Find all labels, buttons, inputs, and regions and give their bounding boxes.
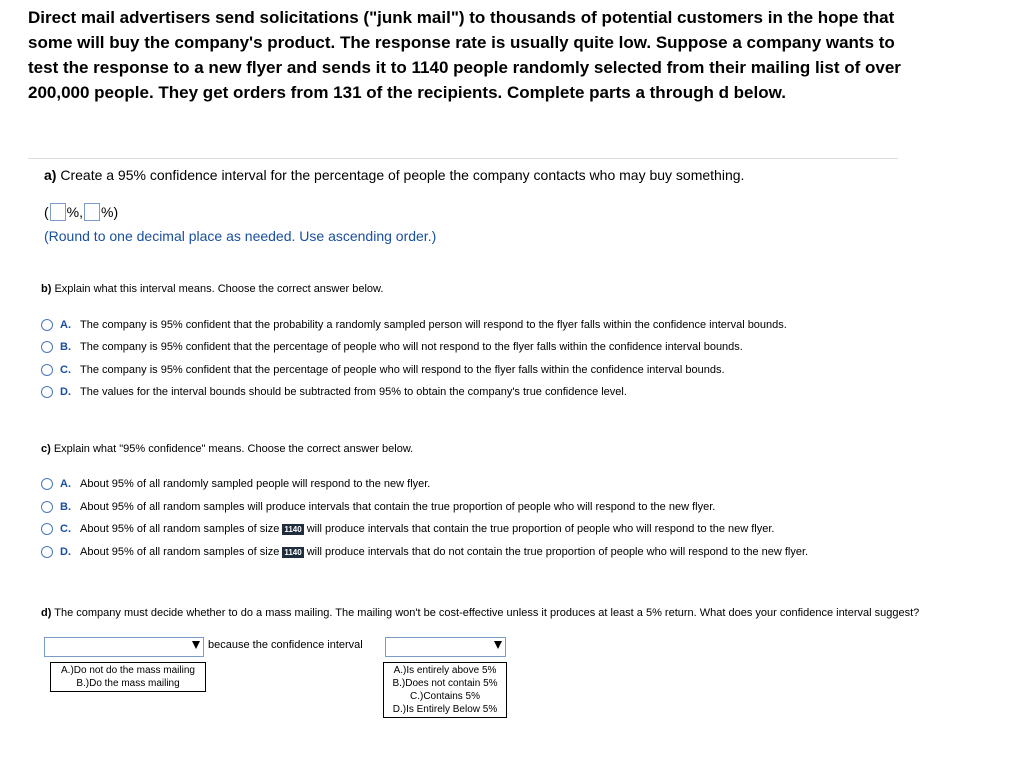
- option-text: About 95% of all random samples will produce intervals that contain the true proportion of people who will respond to the new flyer.: [80, 501, 716, 513]
- part-a-question: [44, 167, 744, 183]
- radio-button[interactable]: [41, 523, 53, 535]
- interval-answer-row: [44, 203, 118, 221]
- option-letter: D.: [60, 546, 71, 558]
- dropdown-arrow-icon[interactable]: [192, 641, 200, 649]
- part-b-question: [41, 283, 383, 295]
- option-letter: A.: [60, 319, 71, 331]
- sample-size-badge: 1140: [284, 547, 302, 557]
- option-text-pre: About 95% of all random samples of size: [80, 523, 280, 535]
- option-text-post: will produce intervals that contain the true proportion of people who will respond to the new flyer.: [306, 523, 775, 535]
- option-text: The company is 95% confident that the percentage of people who will respond to the flyer falls within the confidence interval bounds.: [80, 364, 725, 376]
- lower-bound-input[interactable]: [50, 203, 66, 221]
- option-letter: C.: [60, 364, 71, 376]
- part-a-text: Create a 95% confidence interval for the percentage of people the company contacts who may buy something.: [60, 167, 745, 183]
- part-d-question: [41, 607, 919, 619]
- radio-button[interactable]: [41, 364, 53, 376]
- part-b-option-a[interactable]: [41, 317, 787, 333]
- rounding-note: (Round to one decimal place as needed. Use ascending order.): [44, 228, 437, 244]
- radio-button[interactable]: [41, 386, 53, 398]
- sample-size-badge: 1140: [284, 524, 302, 534]
- part-c-option-a[interactable]: [41, 476, 430, 492]
- percent-separator: %,: [66, 204, 84, 220]
- interval-option[interactable]: B.)Does not contain 5%: [392, 678, 498, 689]
- part-c-option-d[interactable]: [41, 544, 808, 560]
- part-c-option-b[interactable]: [41, 499, 715, 515]
- radio-button[interactable]: [41, 478, 53, 490]
- problem-intro: Direct mail advertisers send solicitations ("junk mail") to thousands of potential customers in the hope that some will buy the company's product. The response rate is usually quite low. Suppose a company wants to test the response to a new flyer and sends it to 1140 people randomly selected from their mailing list of over 200,000 people. They get orders from 131 of the recipients. Complete parts a through d below.: [28, 8, 901, 102]
- divider: [28, 158, 898, 159]
- open-paren: (: [44, 204, 49, 220]
- option-text-pre: About 95% of all random samples of size: [80, 546, 280, 558]
- option-text: About 95% of all randomly sampled people will respond to the new flyer.: [80, 478, 431, 490]
- part-d-label: d): [41, 607, 52, 619]
- part-c-option-c[interactable]: [41, 521, 774, 537]
- option-text-post: will produce intervals that do not contain the true proportion of people who will respond to the new flyer.: [306, 546, 809, 558]
- part-c-label: c): [41, 443, 51, 455]
- decision-option[interactable]: A.)Do not do the mass mailing: [61, 665, 195, 676]
- upper-bound-input[interactable]: [84, 203, 100, 221]
- option-letter: B.: [60, 501, 71, 513]
- decision-options-list: [50, 662, 206, 692]
- option-text: The company is 95% confident that the percentage of people who will not respond to the flyer falls within the confidence interval bounds.: [80, 341, 743, 353]
- interval-dropdown[interactable]: [385, 637, 506, 657]
- decision-option[interactable]: B.)Do the mass mailing: [76, 678, 180, 689]
- radio-button[interactable]: [41, 319, 53, 331]
- part-c-question: [41, 443, 413, 455]
- percent-close: %): [101, 204, 119, 220]
- option-letter: D.: [60, 386, 71, 398]
- option-text: The company is 95% confident that the probability a randomly sampled person will respond to the flyer falls within the confidence interval bounds.: [80, 319, 787, 331]
- radio-button[interactable]: [41, 546, 53, 558]
- interval-option[interactable]: A.)Is entirely above 5%: [393, 665, 497, 676]
- part-b-option-b[interactable]: [41, 339, 743, 355]
- decision-dropdown[interactable]: [44, 637, 204, 657]
- interval-option[interactable]: D.)Is Entirely Below 5%: [392, 704, 498, 715]
- part-b-text: Explain what this interval means. Choose the correct answer below.: [54, 283, 384, 295]
- part-b-option-c[interactable]: [41, 362, 725, 378]
- part-c-text: Explain what "95% confidence" means. Choose the correct answer below.: [53, 443, 414, 455]
- option-letter: A.: [60, 478, 71, 490]
- option-letter: B.: [60, 341, 71, 353]
- interval-options-list: [383, 662, 507, 718]
- part-b-label: b): [41, 283, 52, 295]
- part-d-text: The company must decide whether to do a mass mailing. The mailing won't be cost-effective unless it produces at least a 5% return. What does your confidence interval suggest?: [54, 607, 920, 619]
- radio-button[interactable]: [41, 501, 53, 513]
- part-b-option-d[interactable]: [41, 384, 627, 400]
- part-a-label: a): [44, 167, 57, 183]
- interval-option[interactable]: C.)Contains 5%: [409, 691, 481, 702]
- option-letter: C.: [60, 523, 71, 535]
- dropdown-arrow-icon[interactable]: [494, 641, 502, 649]
- radio-button[interactable]: [41, 341, 53, 353]
- option-text: The values for the interval bounds should be subtracted from 95% to obtain the company's true confidence level.: [80, 386, 627, 398]
- because-text: because the confidence interval: [208, 639, 363, 651]
